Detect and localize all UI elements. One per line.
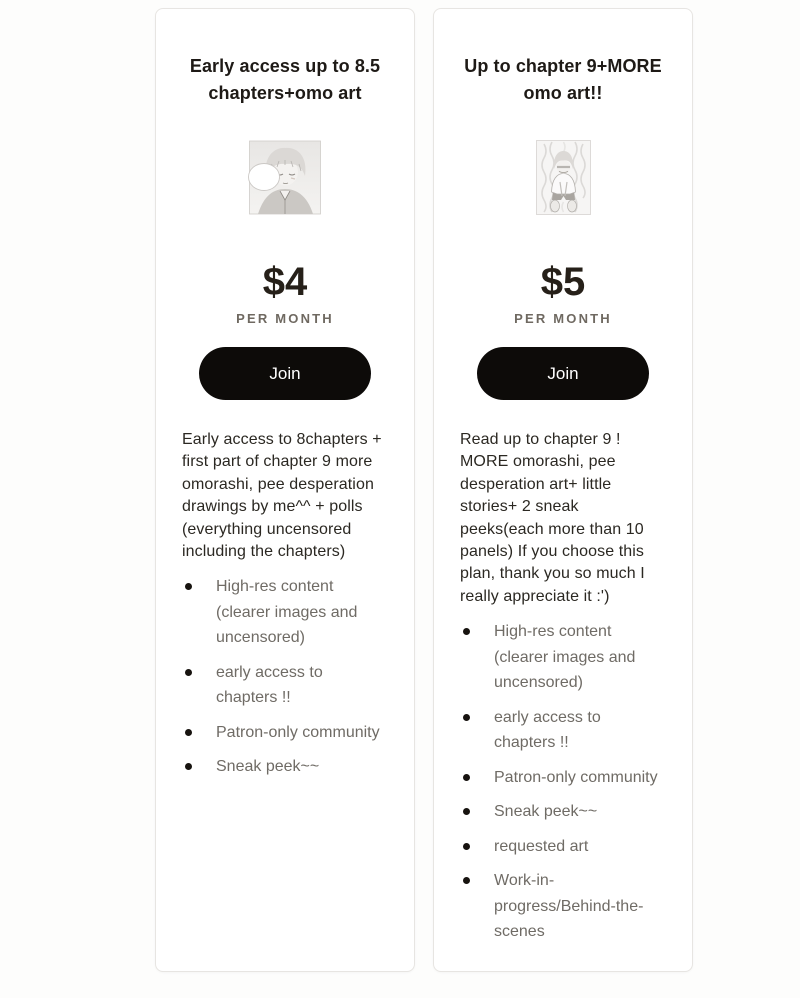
benefit-item: Work-in-progress/Behind-the-scenes	[460, 868, 666, 945]
tier-card-2	[433, 8, 693, 972]
join-button[interactable]: Join	[199, 347, 371, 400]
tier-image-kneeling-character	[460, 140, 666, 215]
benefits-list	[182, 574, 388, 780]
tier-description: Read up to chapter 9 ! MORE omorashi, pee desperation art+ little stories+ 2 sneak peeks(each more than 10 panels) If you choose this plan, thank you so much I really appreciate it :')	[460, 431, 645, 605]
tier-cards-container	[155, 8, 693, 972]
benefit-item: Patron-only community	[182, 720, 388, 746]
tier-card-1	[155, 8, 415, 972]
benefit-item: High-res content (clearer images and uncensored)	[182, 574, 388, 651]
join-button[interactable]: Join	[477, 347, 649, 400]
benefit-item: early access to chapters !!	[182, 660, 388, 711]
benefits-list	[460, 619, 666, 945]
benefit-item: requested art	[460, 834, 666, 860]
benefit-item: Patron-only community	[460, 765, 666, 791]
tier-image-blushing-character	[182, 140, 388, 215]
tier-description: Early access to 8chapters + first part of chapter 9 more omorashi, pee desperation drawings by me^^ + polls (everything uncensored including the chapters)	[182, 431, 382, 561]
benefit-item: High-res content (clearer images and uncensored)	[460, 619, 666, 696]
benefit-item: Sneak peek~~	[460, 799, 666, 825]
benefit-item: Sneak peek~~	[182, 754, 388, 780]
benefit-item: early access to chapters !!	[460, 705, 666, 756]
tier-cadence: PER MONTH	[236, 311, 334, 326]
tier-price: $4	[262, 260, 308, 304]
tier-price: $5	[540, 260, 586, 304]
tier-title: Up to chapter 9+MORE omo art!!	[464, 56, 662, 103]
tier-cadence: PER MONTH	[514, 311, 612, 326]
tier-title: Early access up to 8.5 chapters+omo art	[189, 56, 381, 103]
